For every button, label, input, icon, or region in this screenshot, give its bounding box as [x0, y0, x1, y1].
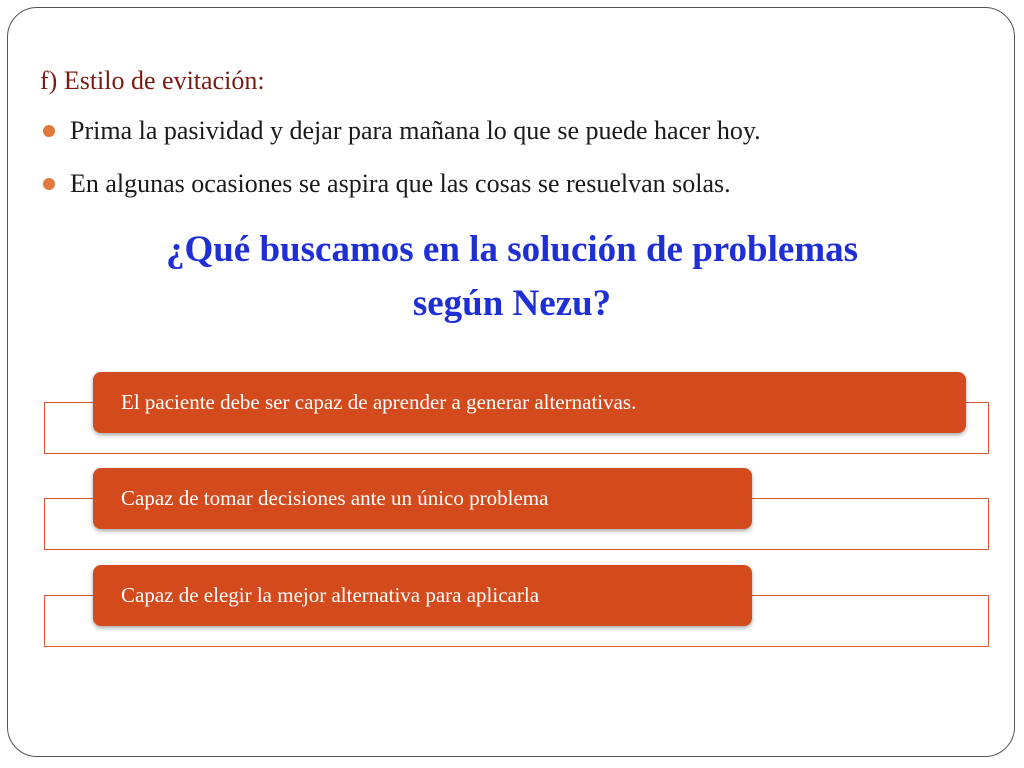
item-bar-3 [93, 565, 752, 626]
item-text-1: El paciente debe ser capaz de aprender a generar alternativas. [121, 390, 637, 414]
item-bar-1 [93, 372, 966, 433]
bullet-list [38, 116, 761, 222]
bullet-dot-icon [43, 125, 55, 137]
question-line-1: ¿Qué buscamos en la solución de problemas [165, 229, 859, 270]
list-item [38, 169, 761, 199]
bullet-text: En algunas ocasiones se aspira que las cosas se resuelvan solas. [70, 169, 731, 198]
list-item [38, 116, 761, 146]
section-subtitle: f) Estilo de evitación: [40, 66, 265, 95]
question-line-2: según Nezu? [412, 283, 612, 324]
slide [7, 7, 1015, 757]
question-heading [8, 223, 1015, 331]
bullet-dot-icon [43, 178, 55, 190]
bullet-text: Prima la pasividad y dejar para mañana lo que se puede hacer hoy. [70, 116, 761, 145]
item-text-2: Capaz de tomar decisiones ante un único problema [121, 486, 549, 510]
item-text-3: Capaz de elegir la mejor alternativa para aplicarla [121, 583, 540, 607]
item-bar-2 [93, 468, 752, 529]
